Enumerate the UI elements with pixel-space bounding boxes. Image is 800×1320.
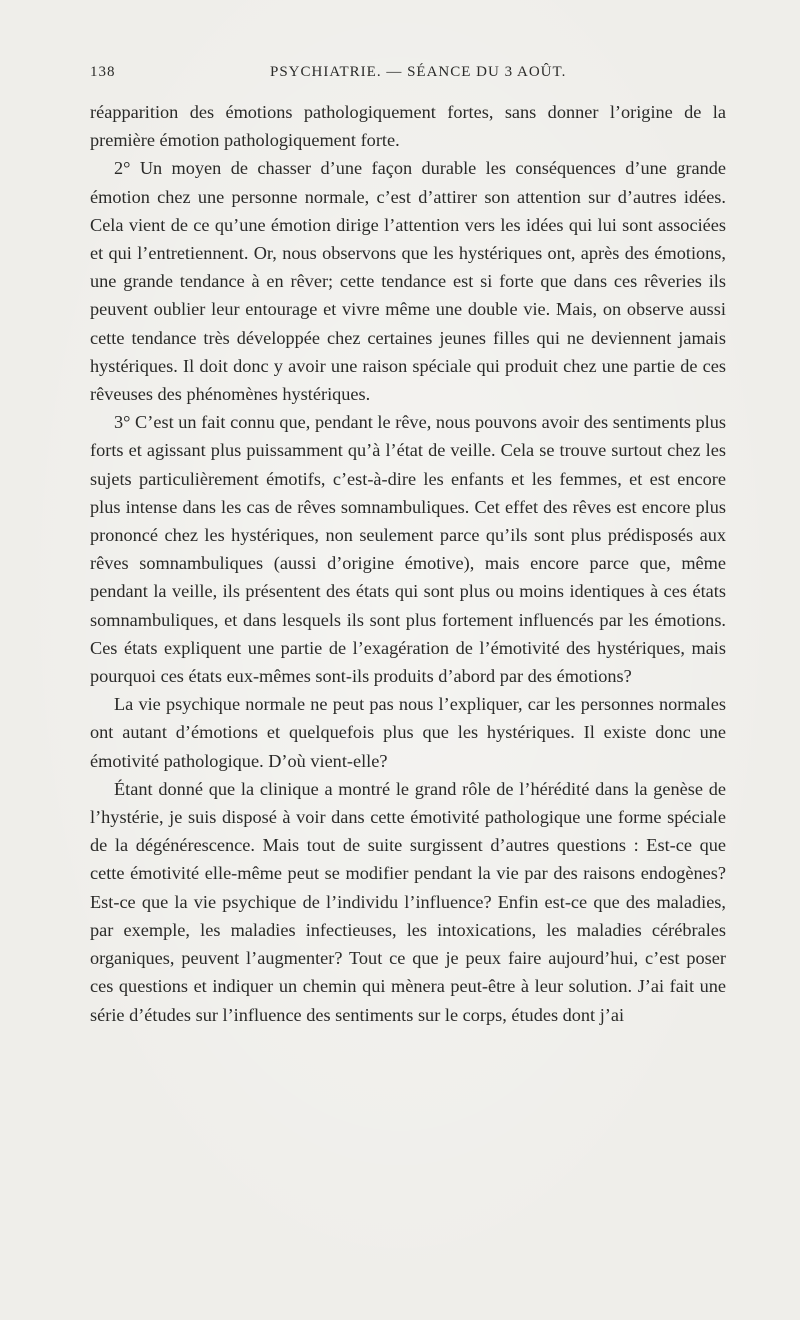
body-text xyxy=(90,98,726,1029)
paragraph-point-3: 3° C’est un fait connu que, pendant le rêve, nous pouvons avoir des sentiments plus forts et agissant plus puissamment qu’à l’état de veille. Cela se trouve surtout chez les sujets particulièrement émotifs, c’est-à-dire les enfants et les femmes, et est encore plus intense dans les cas de rêves somnambuliques. Cet effet des rêves est encore plus prononcé chez les hystériques, non seulement parce qu’ils sont plus prédisposés aux rêves somnambuliques (aussi d’origine émotive), mais encore parce que, même pendant la veille, ils présentent des états qui sont plus ou moins identiques à ces états somnambuliques, et dans lesquels ils sont plus fortement influencés par les émotions. Ces états expliquent une partie de l’exagération de l’émotivité des hystériques, mais pourquoi ces états eux-mêmes sont-ils produits d’abord par des émotions? xyxy=(90,412,726,687)
page-number: 138 xyxy=(90,64,116,80)
paragraph-heredity: Étant donné que la clinique a montré le grand rôle de l’hérédité dans la genèse de l’hystérie, je suis disposé à voir dans cette émotivité pathologique une forme spéciale de la dégénérescence. Mais tout de suite surgissent d’autres questions : Est-ce que cette émotivité elle-même peut se modifier pendant la vie par des raisons endogènes? Est-ce que la vie psychique de l’individu l’influence? Enfin est-ce que des maladies, par exemple, les maladies infectieuses, les intoxications, les maladies cérébrales organiques, peuvent l’augmenter? Tout ce que je peux faire aujourd’hui, c’est poser ces questions et indiquer un chemin qui mènera peut-être à leur solution. J’ai fait une série d’études sur l’influence des sentiments sur le corps, études dont j’ai xyxy=(90,778,726,1025)
paragraph-normal-psychic-life: La vie psychique normale ne peut pas nous l’expliquer, car les personnes normales ont autant d’émotions et quelquefois plus que les hystériques. Il existe donc une émotivité pathologique. D’où vient-elle? xyxy=(90,694,726,771)
paragraph-point-2: 2° Un moyen de chasser d’une façon durable les conséquences d’une grande émotion chez une personne normale, c’est d’attirer son attention sur d’autres idées. Cela vient de ce qu’une émotion dirige l’attention vers les idées qui lui sont associées et qui l’entretiennent. Or, nous observons que les hystériques ont, après des émotions, une grande tendance à en rêver; cette tendance est si forte que dans ces rêveries ils peuvent oublier leur entourage et vivre même une double vie. Mais, on observe aussi cette tendance très développée chez certaines jeunes filles qui ne deviennent jamais hystériques. Il doit donc y avoir une raison spéciale qui produit chez une partie de ces rêveuses des phénomènes hystériques. xyxy=(90,158,726,405)
paragraph-continuation: réapparition des émotions pathologiquement fortes, sans donner l’origine de la première émotion pathologiquement forte. xyxy=(90,102,726,151)
page-header xyxy=(90,64,726,86)
running-title: PSYCHIATRIE. — SÉANCE DU 3 AOÛT. xyxy=(270,64,567,80)
